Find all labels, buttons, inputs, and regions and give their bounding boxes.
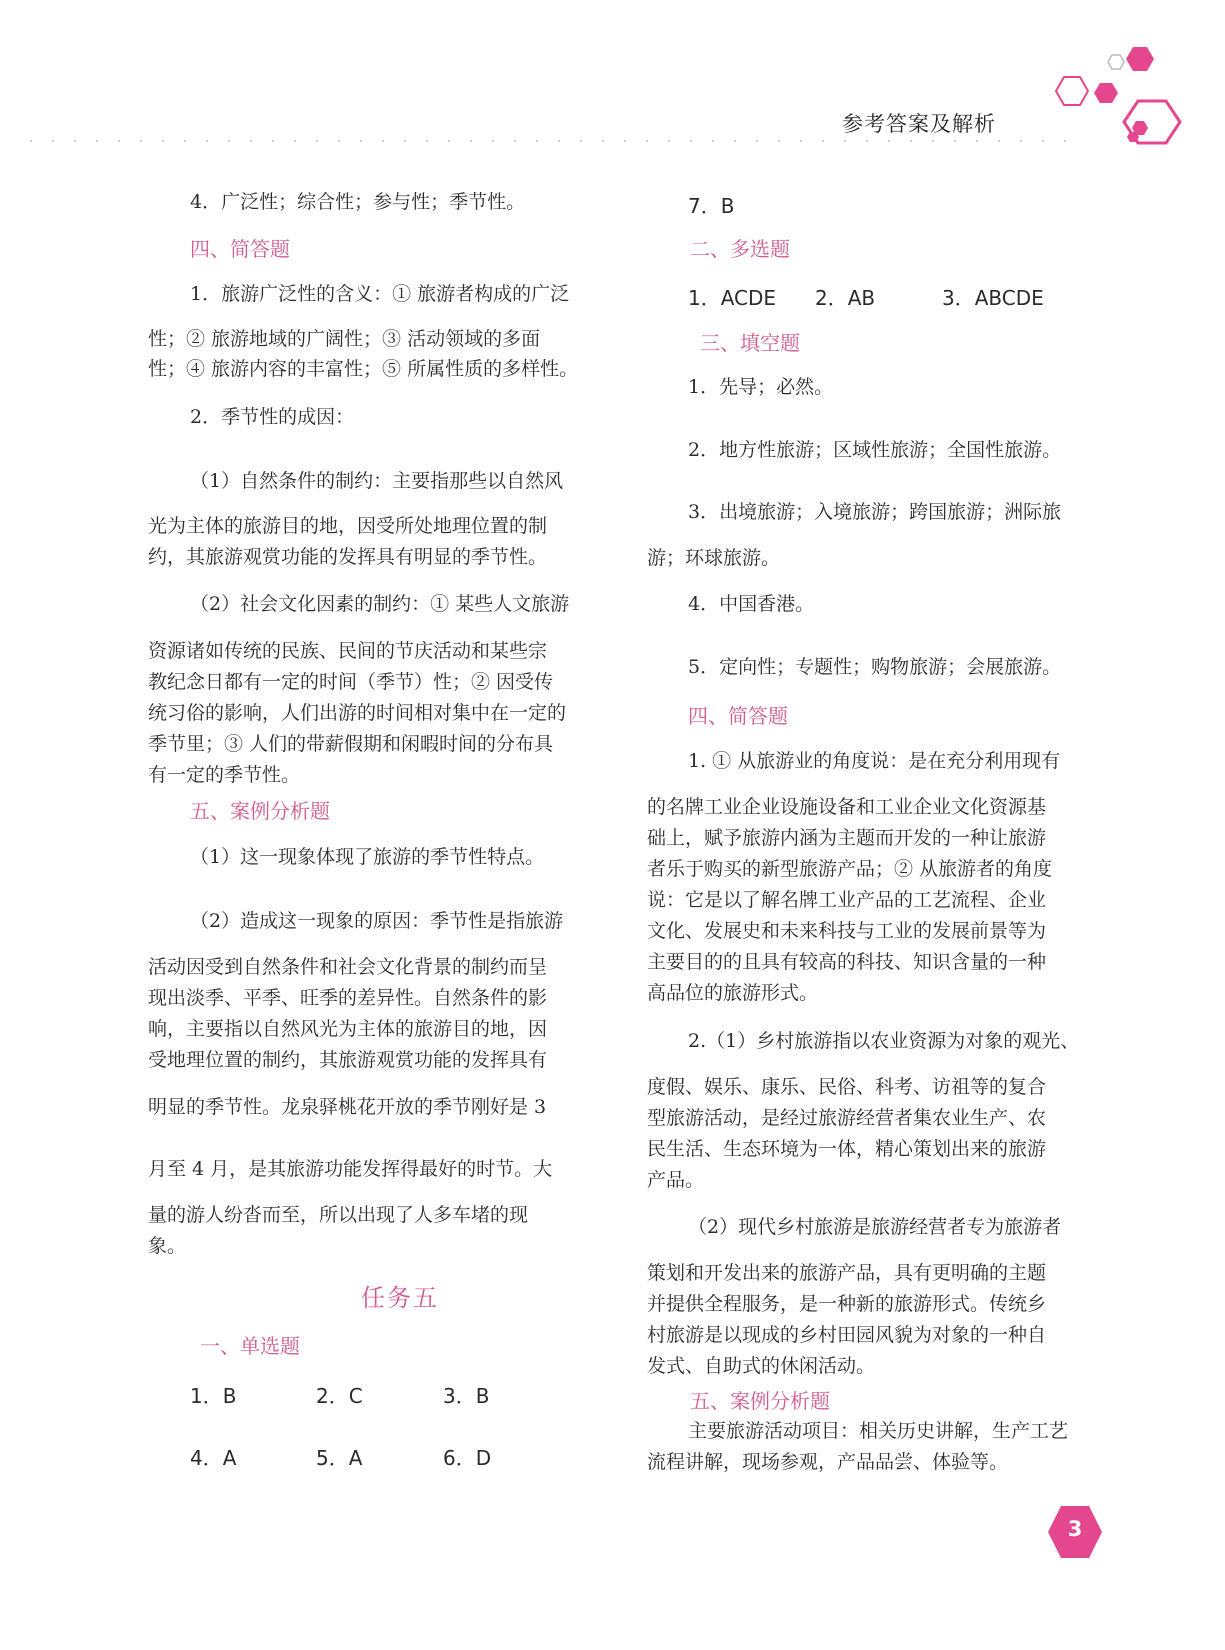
answer-line: 1．先导；必然。 [688, 376, 834, 398]
answer-line: 型旅游活动，是经过旅游经营者集农业生产、农 [647, 1107, 1047, 1129]
page-number: 3 [1067, 1517, 1083, 1541]
answer-line: 村旅游是以现成的乡村田园风貌为对象的一种自 [647, 1324, 1047, 1346]
answer-line: 现出淡季、平季、旺季的差异性。自然条件的影 [148, 987, 548, 1009]
section-heading: 三、填空题 [700, 331, 800, 355]
answer-line: 的名牌工业企业设施设备和工业企业文化资源基 [647, 796, 1047, 818]
answer-item: 3．ABCDE [942, 286, 1044, 310]
answer-line: 者乐于购买的新型旅游产品；② 从旅游者的角度 [647, 858, 1053, 880]
answer-line: 文化、发展史和未来科技与工业的发展前景等为 [647, 920, 1047, 942]
section-heading: 一、单选题 [200, 1334, 300, 1358]
header-title: 参考答案及解析 [842, 112, 996, 136]
answer-line: 4．广泛性；综合性；参与性；季节性。 [190, 191, 526, 213]
answer-line: （1）这一现象体现了旅游的季节性特点。 [190, 846, 545, 868]
answer-line: 2.（1）乡村旅游指以农业资源为对象的观光、 [688, 1030, 1080, 1052]
answer-line: 受地理位置的制约，其旅游观赏功能的发挥具有 [148, 1049, 548, 1071]
answer-line: 约，其旅游观赏功能的发挥具有明显的季节性。 [148, 546, 548, 568]
answer-line: 响，主要指以自然风光为主体的旅游目的地，因 [148, 1018, 548, 1040]
answer-line: 高品位的旅游形式。 [647, 982, 819, 1004]
answer-line: 游；环球旅游。 [647, 547, 781, 569]
answer-item: 4．A [190, 1446, 237, 1470]
answer-item: 6．D [443, 1446, 492, 1470]
answer-line: 策划和开发出来的旅游产品，具有更明确的主题 [647, 1262, 1047, 1284]
answer-line: 资源诸如传统的民族、民间的节庆活动和某些宗 [148, 640, 548, 662]
answer-line: 1. ① 从旅游业的角度说：是在充分利用现有 [688, 750, 1061, 772]
page-number-badge [1047, 1504, 1103, 1560]
answer-line: 教纪念日都有一定的时间（季节）性；② 因受传 [148, 671, 554, 693]
answer-line: 月至 4 月，是其旅游功能发挥得最好的时节。大 [148, 1158, 553, 1180]
answer-line: 2．地方性旅游；区域性旅游；全国性旅游。 [688, 439, 1062, 461]
answer-line: 主要目的的且具有较高的科技、知识含量的一种 [647, 951, 1047, 973]
answer-line: （2）社会文化因素的制约：① 某些人文旅游 [190, 593, 570, 615]
answer-line: 活动因受到自然条件和社会文化背景的制约而呈 [148, 956, 548, 978]
answer-line: 光为主体的旅游目的地，因受所处地理位置的制 [148, 515, 548, 537]
section-heading: 四、简答题 [190, 237, 290, 261]
section-heading: 五、案例分析题 [190, 799, 330, 823]
answer-line: 量的游人纷沓而至，所以出现了人多车堵的现 [148, 1204, 529, 1226]
answer-line: 3．出境旅游；入境旅游；跨国旅游；洲际旅 [688, 501, 1062, 523]
answer-line: 明显的季节性。龙泉驿桃花开放的季节刚好是 3 [148, 1096, 547, 1118]
answer-line: （2）造成这一现象的原因：季节性是指旅游 [190, 910, 564, 932]
answer-line: 性；② 旅游地域的广阔性；③ 活动领域的多面 [148, 328, 541, 350]
section-heading: 二、多选题 [690, 237, 790, 261]
answer-line: 民生活、生态环境为一体，精心策划出来的旅游 [647, 1138, 1047, 1160]
answer-line: （2）现代乡村旅游是旅游经营者专为旅游者 [688, 1216, 1062, 1238]
answer-line: 产品。 [647, 1169, 705, 1191]
answer-line: 5．定向性；专题性；购物旅游；会展旅游。 [688, 656, 1062, 678]
answer-line: 季节里；③ 人们的带薪假期和闲暇时间的分布具 [148, 733, 554, 755]
answer-item: 1．ACDE [688, 286, 777, 310]
answer-line: 2．季节性的成因： [190, 406, 355, 428]
section-heading: 四、简答题 [688, 704, 788, 728]
task-heading: 任务五 [361, 1284, 439, 1312]
answer-line: 象。 [148, 1235, 187, 1257]
answer-line: 度假、娱乐、康乐、民俗、科考、访祖等的复合 [647, 1076, 1047, 1098]
answer-line: 4．中国香港。 [688, 593, 815, 615]
answer-line: 流程讲解，现场参观，产品品尝、体验等。 [647, 1451, 1009, 1473]
answer-line: （1）自然条件的制约：主要指那些以自然风 [190, 470, 564, 492]
answer-line: 说：它是以了解名牌工业产品的工艺流程、企业 [647, 889, 1047, 911]
answer-line: 1．旅游广泛性的含义：① 旅游者构成的广泛 [190, 283, 570, 305]
header-divider [20, 140, 1080, 142]
answer-line: 统习俗的影响，人们出游的时间相对集中在一定的 [148, 702, 567, 724]
answer-item: 7．B [688, 194, 735, 218]
answer-line: 发式、自助式的休闲活动。 [647, 1355, 876, 1377]
answer-item: 1．B [190, 1384, 237, 1408]
answer-line: 并提供全程服务，是一种新的旅游形式。传统乡 [647, 1293, 1047, 1315]
section-heading: 五、案例分析题 [690, 1389, 830, 1413]
answer-line: 础上，赋予旅游内涵为主题而开发的一种让旅游 [647, 827, 1047, 849]
answer-item: 2．AB [815, 286, 876, 310]
answer-item: 2．C [316, 1384, 363, 1408]
answer-line: 有一定的季节性。 [148, 764, 301, 786]
answer-line: 主要旅游活动项目：相关历史讲解，生产工艺 [688, 1420, 1069, 1442]
answer-item: 5．A [316, 1446, 363, 1470]
answer-line: 性；④ 旅游内容的丰富性；⑤ 所属性质的多样性。 [148, 358, 579, 380]
hexagon-decoration [1040, 30, 1225, 150]
answer-item: 3．B [443, 1384, 490, 1408]
